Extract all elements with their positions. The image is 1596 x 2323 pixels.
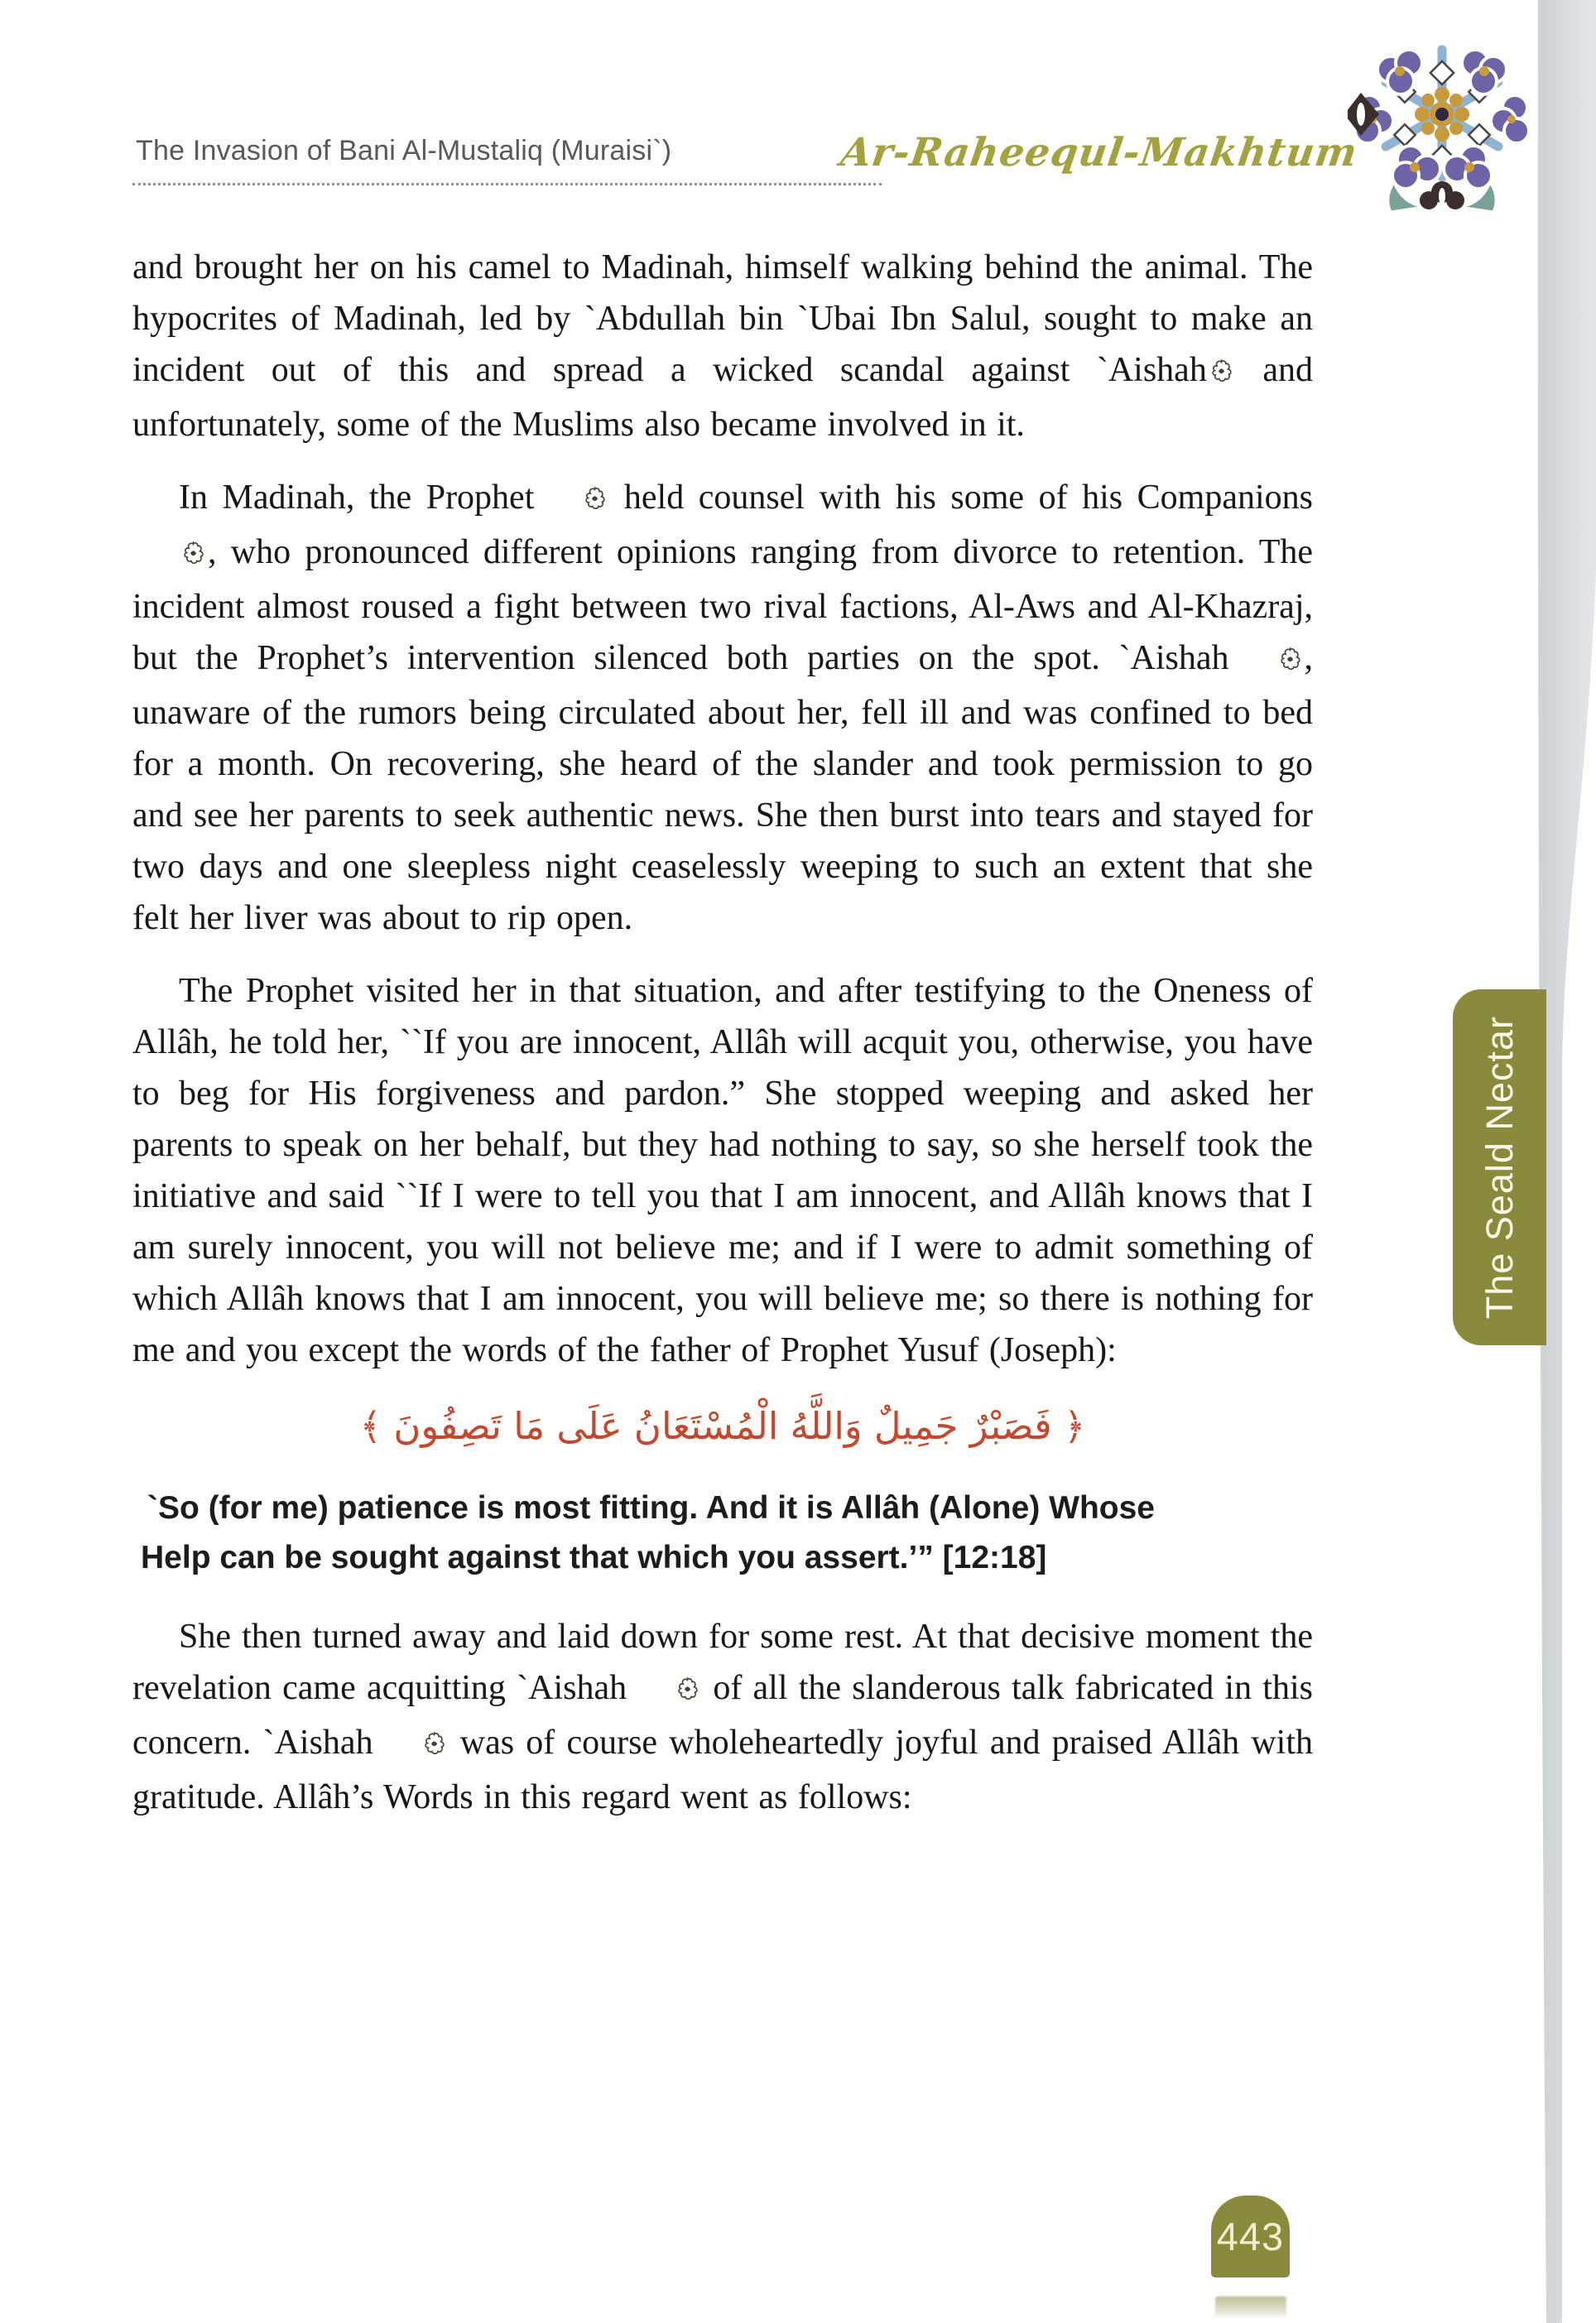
radiallahu-anhum-icon [136, 530, 204, 581]
text-column [132, 242, 1313, 1844]
paragraph-1: and brought her on his camel to Madinah, himself walking behind the animal. The hypocrites of Madinah, led by `Abdullah bin `Ubai Ibn Salul, sought to make an incident out of this and spread a wicked scandal against `Aishah and unfortunately, some of the Muslims also became involved in it. [132, 248, 1313, 444]
quran-verse-arabic: ﴿ فَصَبْرٌ جَمِيلٌ وَاللَّهُ الْمُسْتَعَانُ عَلَى مَا تَصِفُونَ ﴾ [359, 1404, 1086, 1448]
page-number-badge [1211, 2196, 1290, 2277]
page-header [132, 128, 1361, 195]
paragraph-4: She then turned away and laid down for some rest. At that decisive moment the revelation came acquitting `Aishah of all the slanderous talk fabricated in this concern. `Aishah was of course wholeheartedly joyful and praised Allâh with gratitude. Allâh’s Words in this regard went as follows: [132, 1618, 1313, 1816]
paragraph-2: In Madinah, the Prophet held counsel with his some of his Companions, who pronounced different opinions ranging from divorce to retention. The incident almost roused a fight between two rival factions, Al-Aws and Al-Khazraj, but the Prophet’s intervention silenced both parties on the spot. `Aishah , unaware of the rumors being circulated about her, fell ill and was confined to bed for a month. On recovering, she heard of the slander and took permission to go and see her parents to seek authentic news. She then burst into tears and stayed for two days and one sleepless night ceaselessly weeping to such an extent that she felt her liver was about to rip open. [132, 472, 1313, 944]
book-title-calligraphy: Ar-Raheequl-Makhtum [838, 130, 1361, 176]
radiallahu-anha-icon [1210, 348, 1233, 399]
side-tab-label: The Seald Nectar [1478, 1015, 1521, 1320]
section-title: The Invasion of Bani Al-Mustaliq (Muraisi`) [136, 135, 672, 166]
header-dotted-rule [132, 183, 882, 185]
verse-translation: `So (for me) patience is most fitting. And it is Allâh (Alone) Whose Help can be sought against that which you assert.’” [12:18] [141, 1490, 1155, 1575]
radiallahu-anha-icon [630, 1666, 699, 1717]
islamic-floral-medallion-icon [1348, 35, 1540, 213]
sallallahu-alayhi-wasallam-icon [537, 475, 606, 527]
page-number-badge-shadow [1215, 2297, 1286, 2317]
paragraph-3: The Prophet visited her in that situation, and after testifying to the Oneness of Allâh, he told her, ``If you are innocent, Allâh will acquit you, otherwise, you have to beg for His forgiveness and pardon.” She stopped weeping and asked her parents to speak on her behalf, but they had nothing to say, so she herself took the initiative and said ``If I were to tell you that I am innocent, and Allâh knows that I am surely innocent, you will not believe me; and if I were to admit something of which Allâh knows that I am innocent, you will believe me; so there is nothing for me and you except the words of the father of Prophet Yusuf (Joseph): [132, 972, 1313, 1369]
chapter-side-tab [1453, 989, 1546, 1345]
paragraph-group-bottom [132, 1611, 1313, 1823]
radiallahu-anha-icon [377, 1720, 445, 1772]
paragraph-group-top [132, 242, 1313, 1376]
page-number: 443 [1216, 2215, 1285, 2258]
radiallahu-anha-icon [1233, 636, 1301, 687]
